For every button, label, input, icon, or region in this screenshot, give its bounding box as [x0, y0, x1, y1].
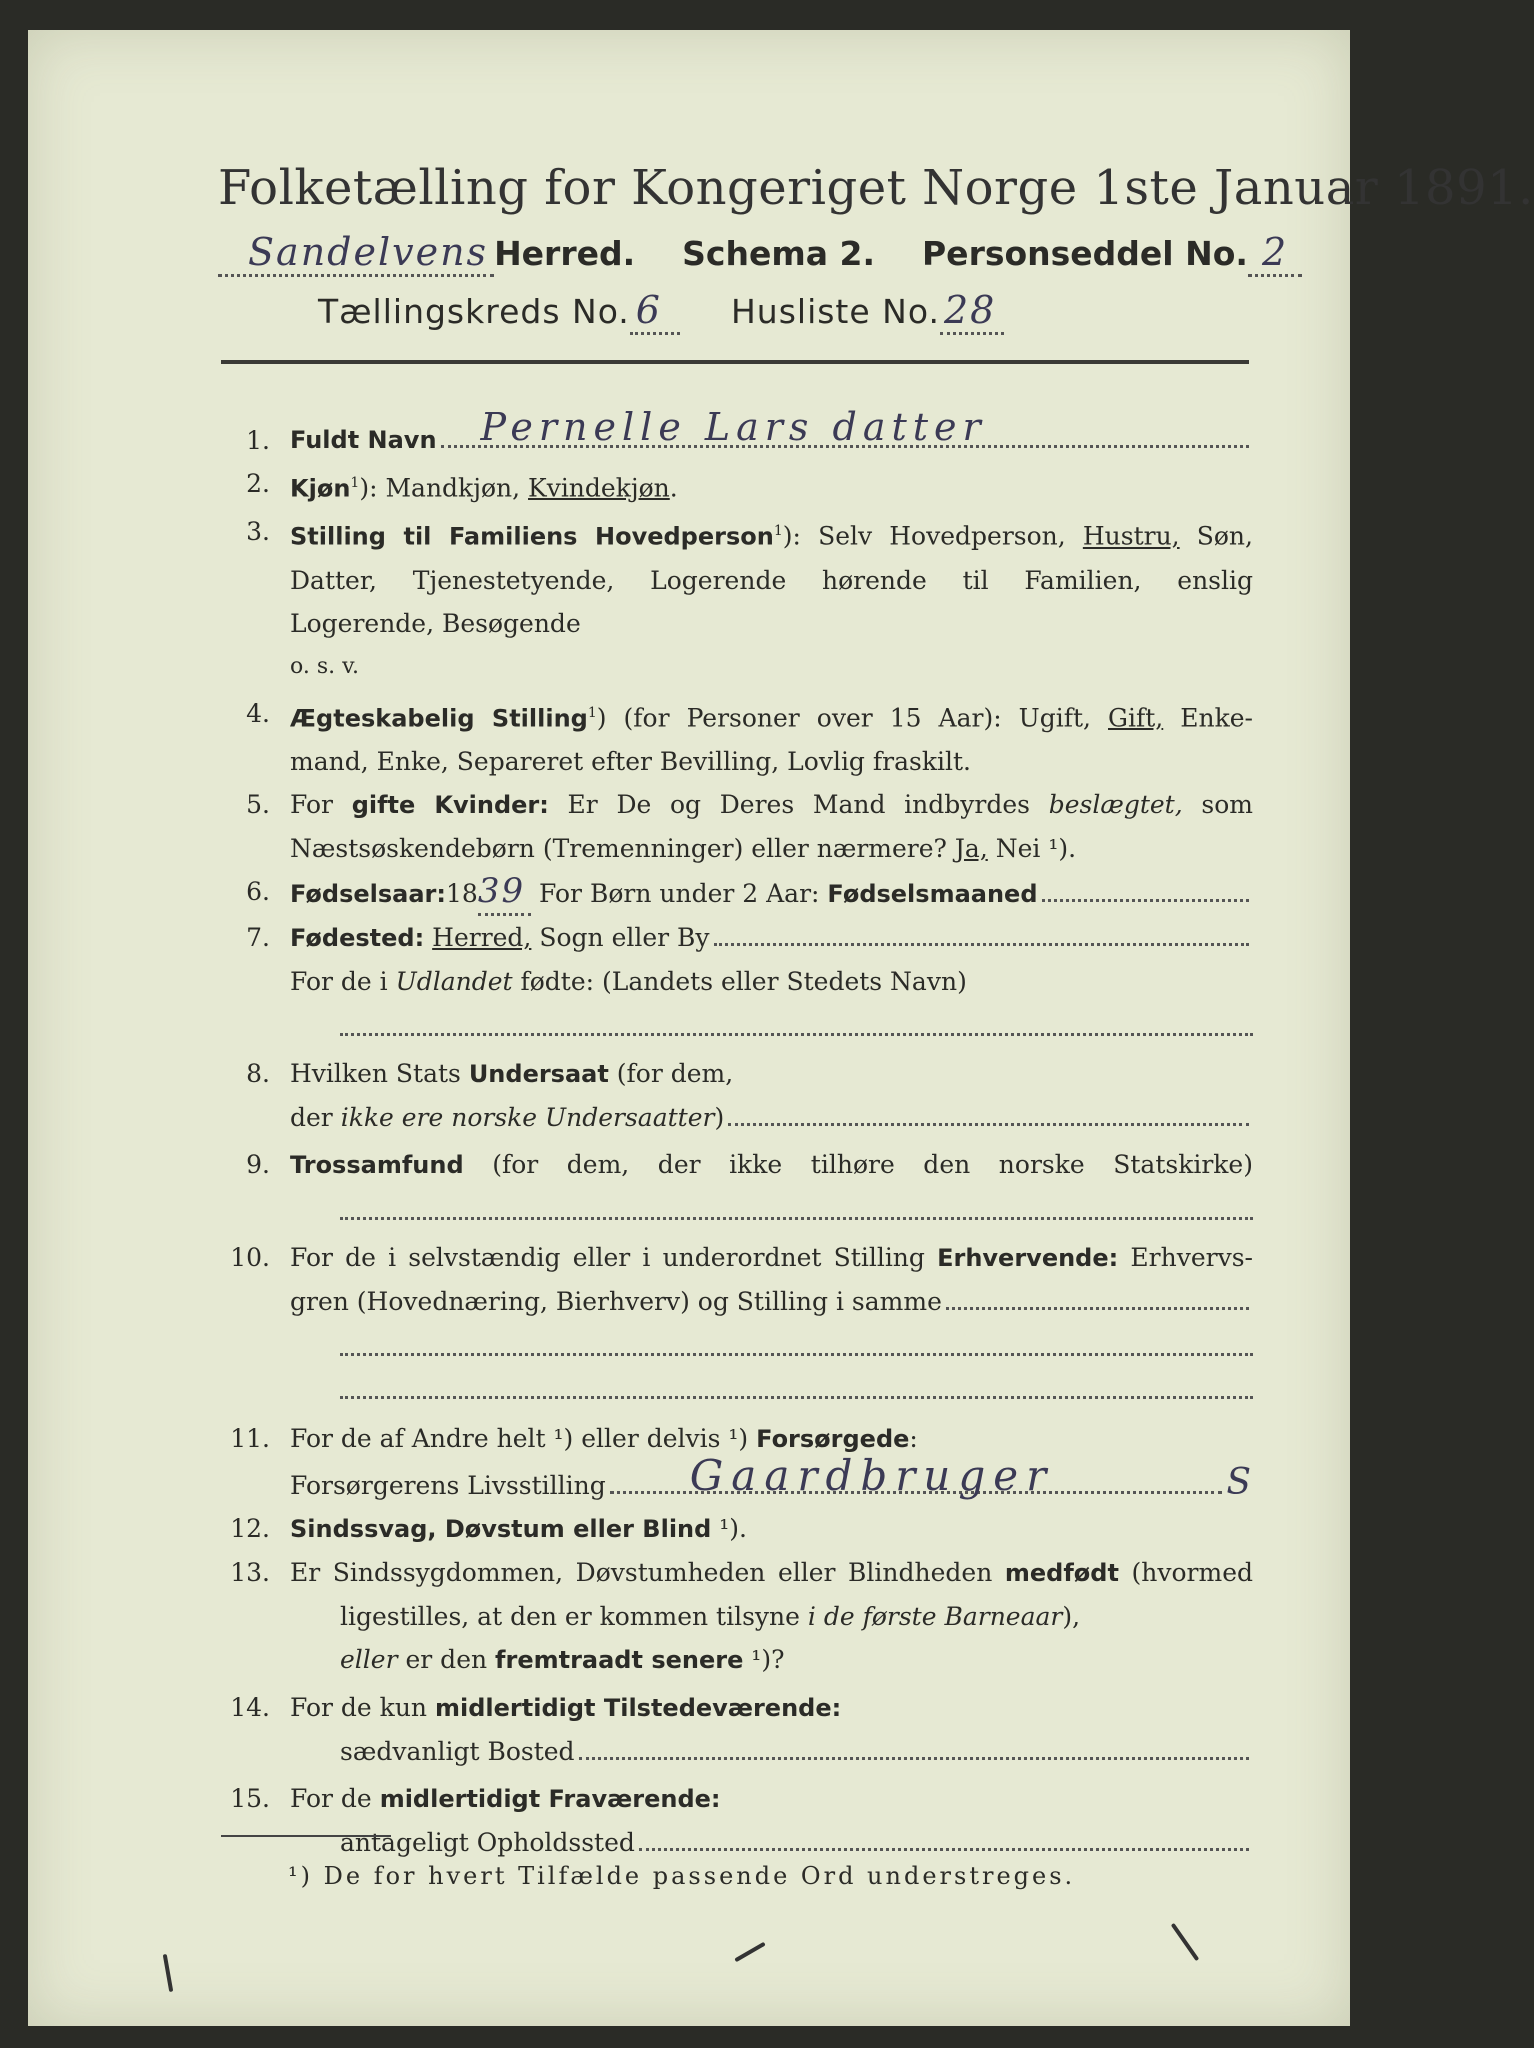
q11-line2 — [290, 1450, 1253, 1507]
q13-line2 — [290, 1595, 1253, 1638]
q8-line2-end: ) — [714, 1102, 725, 1132]
kreds-label: Tællingskreds No. — [318, 292, 630, 331]
q3-line4: o. s. v. — [290, 653, 359, 679]
question-number: 15. — [230, 1783, 270, 1813]
q13-line1 — [290, 1551, 1253, 1595]
header-divider — [221, 360, 1249, 364]
q5-pre: For — [290, 789, 352, 819]
form-title: Folketælling for Kongeriget Norge 1ste Januar 1891. — [218, 160, 1534, 216]
footnote-ref: 1 — [587, 704, 597, 721]
question-3 — [218, 510, 1253, 687]
question-number: 2. — [246, 469, 270, 498]
name-value: Pernelle Lars datter — [480, 405, 987, 449]
name-label: Fuldt Navn — [290, 426, 437, 454]
question-11 — [218, 1417, 1253, 1507]
sex-options: ): Mandkjøn, — [359, 473, 529, 503]
q9-line1 — [290, 1143, 1253, 1187]
q8-line2-italic: ikke ere norske Undersaatter — [340, 1102, 715, 1132]
marital-label: Ægteskabelig Stilling — [290, 703, 588, 732]
q5-end: som — [1182, 789, 1253, 819]
q15-line2 — [290, 1821, 1253, 1864]
q13-rest: (hvormed — [1118, 1557, 1253, 1587]
q13-line2-pre: ligestilles, at den er kommen tilsyne — [340, 1601, 808, 1631]
congenital-label: medfødt — [1004, 1558, 1119, 1587]
q10-line1 — [290, 1236, 1253, 1280]
blank-leader — [340, 1187, 1253, 1220]
probable-residence-leader — [639, 1847, 1249, 1851]
q7-blank-line — [290, 1003, 1253, 1046]
question-13 — [218, 1551, 1253, 1682]
question-number: 8. — [246, 1058, 270, 1088]
married-women-label: gifte Kvinder: — [351, 790, 549, 819]
pen-mark — [734, 1942, 765, 1962]
pen-mark — [163, 1954, 174, 1992]
q5-italic: beslægtet, — [1048, 789, 1183, 819]
position-selected: Hustru, — [1082, 521, 1180, 551]
occupation-leader — [946, 1306, 1249, 1310]
question-12 — [218, 1507, 1253, 1551]
question-9 — [218, 1143, 1253, 1187]
q7-line2-end: fødte: (Landets eller Stedets Navn) — [512, 966, 967, 996]
q5-line2-text: Næstsøskendebørn (Tremenninger) eller nærmere? — [290, 833, 955, 863]
question-number: 3. — [246, 517, 270, 547]
q3-line3: Logerende, Besøgende — [290, 608, 581, 638]
religion-label: Trossamfund — [290, 1150, 464, 1179]
q10-rest: Erhvervs- — [1118, 1242, 1253, 1272]
q11-pre: For de af Andre helt ¹) eller delvis ¹) — [290, 1423, 757, 1453]
herred-value: Sandelvens — [248, 230, 489, 274]
marital-options: ) (for Personer over 15 Aar): Ugift, — [596, 702, 1108, 732]
marital-options-end: Enke- — [1163, 702, 1253, 732]
q14-pre: For de kun — [290, 1692, 435, 1722]
census-form-page — [28, 30, 1534, 2026]
birth-year-prefix: 18 — [446, 878, 478, 908]
q13-line2-end: ), — [1062, 1601, 1081, 1631]
later-onset-label: fremtraadt senere — [495, 1645, 744, 1674]
footnote-divider — [221, 1835, 391, 1837]
birthplace-selected: Herred, — [432, 922, 532, 952]
citizenship-label: Undersaat — [468, 1059, 609, 1088]
kreds-value: 6 — [635, 288, 662, 332]
blank-leader — [340, 1003, 1253, 1036]
q8-line2-pre: der — [290, 1102, 341, 1132]
q7-line2 — [290, 960, 1253, 1003]
q13-pre: Er Sindssygdommen, Døvstumheden eller Blindheden — [290, 1557, 1005, 1587]
disability-label: Sindssvag, Døvstum eller Blind — [290, 1514, 712, 1543]
question-number: 7. — [246, 922, 270, 952]
question-1 — [218, 405, 1253, 462]
q10-pre: For de i selvstændig eller i underordnet Stilling — [290, 1242, 938, 1272]
q5-text: Er De og Deres Mand indbyrdes — [548, 789, 1049, 819]
q10-line2 — [290, 1280, 1253, 1323]
marital-selected: Gift, — [1108, 702, 1164, 732]
q15-line1 — [290, 1777, 1253, 1821]
sex-label: Kjøn — [290, 474, 351, 503]
q13-line3-pre: er den — [397, 1644, 496, 1674]
sex-selected: Kvindekjøn — [528, 473, 670, 503]
herred-schema-line — [218, 230, 1289, 276]
q3-line1 — [290, 510, 1253, 558]
question-number: 6. — [246, 876, 270, 906]
herred-label: Herred. — [494, 234, 636, 273]
q5-line1 — [290, 783, 1253, 827]
blank-leader — [340, 1323, 1253, 1356]
birthplace-leader — [714, 942, 1249, 946]
personseddel-label: Personseddel No. — [922, 234, 1248, 273]
blank-leader — [340, 1366, 1253, 1399]
birth-month-leader — [1042, 898, 1249, 902]
footnote: ¹) De for hvert Tilfælde passende Ord understreges. — [288, 1862, 1076, 1890]
q7-line2-pre: For de i — [290, 966, 396, 996]
q3-line2: Datter, Tjenestetyende, Logerende hørende til Familien, enslig — [290, 565, 1253, 595]
q5-selected: Ja, — [954, 833, 988, 863]
kreds-field — [630, 288, 680, 335]
provider-mark: S — [1226, 1461, 1253, 1503]
footnote-ref: 1 — [350, 475, 360, 491]
question-2 — [218, 462, 1253, 510]
question-list — [218, 405, 1253, 1864]
question-4 — [218, 692, 1253, 783]
position-options-end: Søn, — [1179, 521, 1253, 551]
q13-line3-end: ¹)? — [743, 1644, 785, 1674]
question-number: 1. — [246, 426, 270, 455]
q7-line1 — [290, 916, 1253, 960]
temporary-absent-label: midlertidigt Fraværende: — [379, 1784, 721, 1813]
q8-line1 — [290, 1052, 1253, 1096]
q8-line2 — [290, 1096, 1253, 1139]
q10-line2-text: gren (Hovednæring, Bierhverv) og Stilling i samme — [290, 1286, 942, 1316]
dependent-label: Forsørgede — [756, 1424, 910, 1453]
q13-line2-italic: i de første Barneaar — [807, 1601, 1063, 1631]
q12-rest: ¹). — [711, 1513, 747, 1543]
question-number: 10. — [230, 1242, 270, 1272]
footnote-ref: 1 — [773, 523, 783, 540]
position-label: Stilling til Familiens Hovedperson — [290, 522, 774, 551]
question-number: 12. — [230, 1513, 270, 1543]
position-options: ): Selv Hovedperson, — [782, 521, 1083, 551]
provider-label: Forsørgerens Livsstilling — [290, 1470, 606, 1500]
husliste-field — [940, 288, 1004, 335]
birthplace-options: Sogn eller By — [531, 922, 710, 952]
question-number: 14. — [230, 1692, 270, 1722]
question-14 — [218, 1686, 1253, 1773]
citizenship-leader — [728, 1122, 1249, 1126]
question-6 — [218, 870, 1253, 916]
birth-year-value: 39 — [478, 870, 531, 916]
q14-line2 — [290, 1730, 1253, 1773]
q10-blank-line-2 — [290, 1366, 1253, 1409]
usual-residence-leader — [579, 1756, 1249, 1760]
provider-value: Gaardbruger — [689, 1450, 1055, 1500]
question-number: 9. — [246, 1149, 270, 1179]
q9-blank-line — [290, 1187, 1253, 1230]
q15-pre: For de — [290, 1783, 380, 1813]
question-number: 11. — [230, 1423, 270, 1453]
question-8 — [218, 1052, 1253, 1139]
provider-leader — [610, 1450, 1223, 1500]
q8-rest: (for dem, — [608, 1058, 734, 1088]
question-number: 13. — [230, 1557, 270, 1587]
q11-rest: : — [909, 1423, 918, 1453]
birth-month-label: Fødselsmaaned — [827, 879, 1038, 908]
question-7 — [218, 916, 1253, 1003]
husliste-label: Husliste No. — [730, 292, 940, 331]
q13-line3-italic: eller — [340, 1644, 398, 1674]
husliste-value: 28 — [943, 288, 997, 332]
q5-line2 — [290, 827, 1253, 870]
q8-pre: Hvilken Stats — [290, 1058, 469, 1088]
herred-field — [218, 230, 494, 277]
personseddel-value: 2 — [1261, 230, 1289, 274]
q4-line1 — [290, 692, 1253, 740]
sex-end: . — [669, 473, 678, 503]
birth-year-label: Fødselsaar: — [290, 879, 446, 908]
occupation-label: Erhvervende: — [937, 1243, 1119, 1272]
q13-line3 — [290, 1638, 1253, 1682]
q6-text: For Børn under 2 Aar: — [531, 878, 828, 908]
temporary-present-label: midlertidigt Tilstedeværende: — [434, 1693, 842, 1722]
question-number: 5. — [246, 789, 270, 819]
q9-rest: (for dem, der ikke tilhøre den norske Statskirke) — [463, 1149, 1253, 1179]
kreds-husliste-line — [318, 288, 1004, 334]
name-leader — [441, 405, 1249, 449]
personseddel-field — [1248, 230, 1302, 277]
q10-blank-line-1 — [290, 1323, 1253, 1366]
question-15 — [218, 1777, 1253, 1864]
schema-label: Schema 2. — [682, 234, 875, 273]
q4-line2: mand, Enke, Separeret efter Bevilling, Lovlig fraskilt. — [290, 746, 971, 776]
question-10 — [218, 1236, 1253, 1323]
q14-line1 — [290, 1686, 1253, 1730]
pen-mark — [1171, 1923, 1200, 1961]
birthplace-label: Fødested: — [290, 923, 425, 952]
usual-residence-label: sædvanligt Bosted — [340, 1736, 575, 1766]
question-number: 4. — [246, 698, 270, 728]
question-5 — [218, 783, 1253, 870]
q5-line2-end: Nei ¹). — [987, 833, 1077, 863]
q7-line2-italic: Udlandet — [395, 966, 513, 996]
probable-residence-label: antageligt Opholdssted — [340, 1827, 635, 1857]
